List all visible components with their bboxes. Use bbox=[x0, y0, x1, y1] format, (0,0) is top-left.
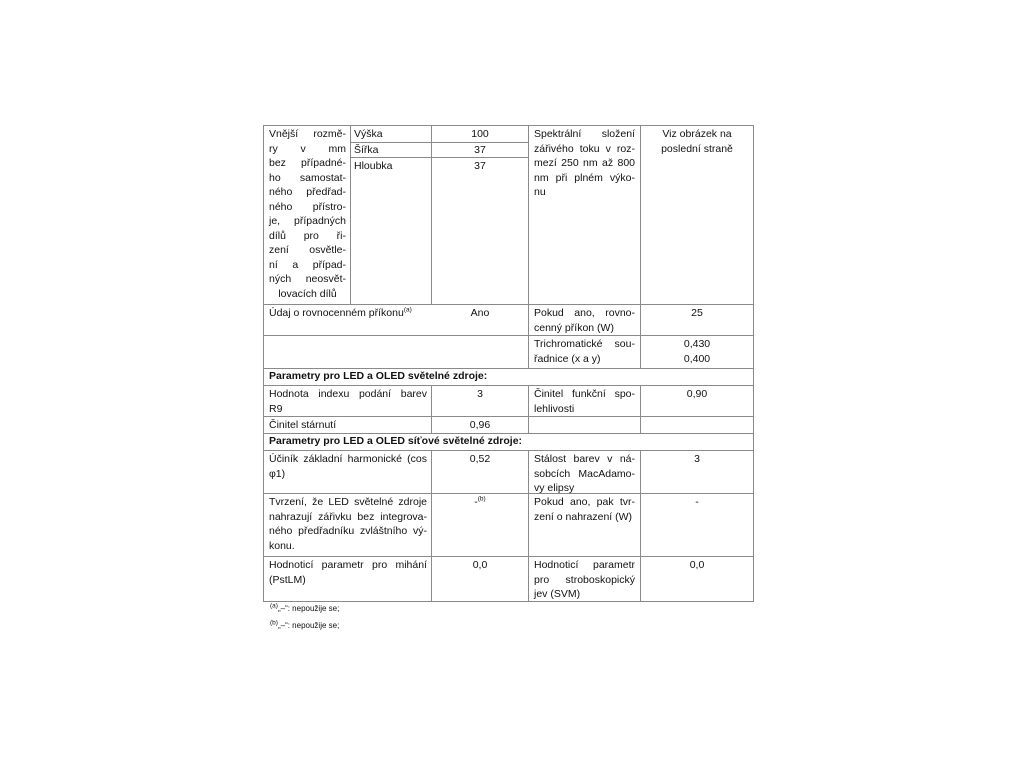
spectral-label: Spektrální složení zářivého toku v roz- mezí 250 nm až 800 nm při plném výko- nu bbox=[534, 128, 635, 198]
depth-label: Hloubka bbox=[354, 160, 393, 172]
replacement-watts-value: - bbox=[695, 496, 699, 508]
trichromatic-label: Trichromatické sou- řadnice (x a y) bbox=[534, 338, 635, 365]
reliability-label: Činitel funkční spo- lehlivosti bbox=[534, 388, 635, 415]
equivalent-power-label: Údaj o rovnocenném příkonu$^{(a)}$ bbox=[269, 306, 412, 319]
dimensions-label: Vnější rozmě- ry v mm bez případné- ho samostat- ného předřad- ného přístro- je, případných dílů pro ři- zení osvětle- ní a případ- ných neosvět- lovacích dílů bbox=[269, 128, 346, 300]
power-factor-label: Účiník základní harmonické (cos φ1) bbox=[269, 453, 427, 480]
replacement-claim-label: Tvrzení, že LED světelné zdroje nahrazují zářivku bez integrova- ného předřadníku zvláštního vý- konu. bbox=[269, 496, 427, 552]
stroboscopic-value: 0,0 bbox=[689, 559, 705, 571]
flicker-label: Hodnoticí parametr pro mihání (PstLM) bbox=[269, 559, 427, 586]
height-label: Výška bbox=[354, 128, 383, 140]
replacement-claim-value: -$^{(b)}$ bbox=[474, 495, 486, 508]
r9-value: 3 bbox=[477, 388, 483, 400]
width-value: 37 bbox=[474, 144, 486, 156]
aging-label: Činitel stárnutí bbox=[269, 419, 337, 431]
depth-value: 37 bbox=[474, 160, 486, 172]
spectral-value: Viz obrázek na poslední straně bbox=[661, 128, 733, 155]
stroboscopic-label: Hodnoticí parametr pro stroboskopický jev (SVM) bbox=[534, 559, 635, 600]
equivalent-power-value: Ano bbox=[470, 307, 490, 319]
equivalent-power-watts: 25 bbox=[691, 307, 703, 319]
trichromatic-values: 0,430 0,400 bbox=[683, 338, 711, 365]
color-consistency-value: 3 bbox=[694, 453, 700, 465]
equivalent-power-question: Pokud ano, rovno- cenný příkon (W) bbox=[534, 307, 635, 334]
height-value: 100 bbox=[471, 128, 489, 140]
reliability-value: 0,90 bbox=[686, 388, 708, 400]
flicker-value: 0,0 bbox=[472, 559, 488, 571]
section-led-heading: Parametry pro LED a OLED světelné zdroje: bbox=[269, 370, 488, 382]
power-factor-value: 0,52 bbox=[469, 453, 491, 465]
footnote-b: $^{(b)}$„–“: nepoužije se; bbox=[270, 619, 340, 630]
replacement-watts-label: Pokud ano, pak tvr- zení o nahrazení (W) bbox=[534, 496, 635, 523]
data-table bbox=[263, 125, 754, 601]
width-label: Šířka bbox=[354, 144, 379, 156]
aging-value: 0,96 bbox=[469, 419, 491, 431]
footnote-a: $^{(a)}$„–“: nepoužije se; bbox=[270, 602, 340, 613]
section-mains-heading: Parametry pro LED a OLED síťové světelné zdroje: bbox=[269, 435, 523, 447]
color-consistency-label: Stálost barev v ná- sobcích MacAdamo- vy elipsy bbox=[534, 453, 635, 494]
r9-label: Hodnota indexu podání barev R9 bbox=[269, 388, 427, 415]
